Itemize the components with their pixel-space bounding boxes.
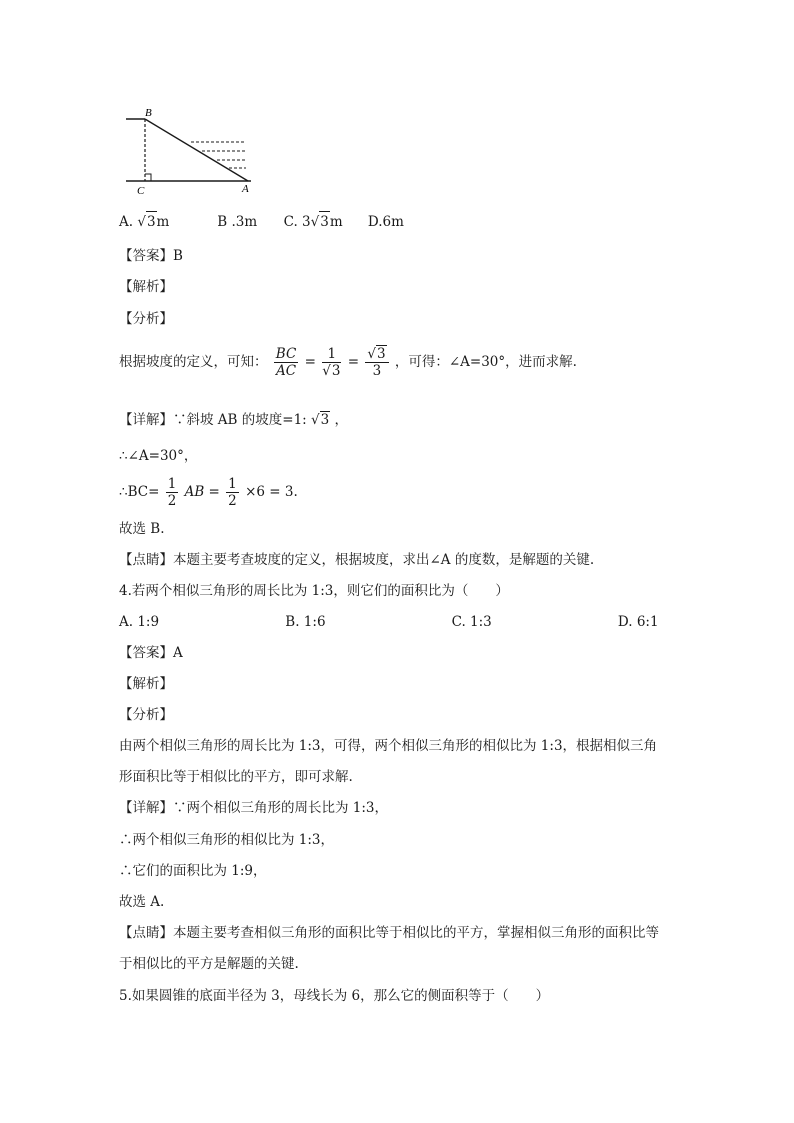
q4-choose: 故选 A. — [119, 894, 165, 910]
q4-detail: 【详解】∵两个相似三角形的周长比为 1:3， — [119, 800, 389, 816]
q3-answer: 【答案】B — [119, 248, 183, 264]
q3-option-b: B .3m — [217, 214, 258, 230]
label-a: A — [242, 183, 249, 195]
q4-analysis-line1: 由两个相似三角形的周长比为 1:3，可得，两个相似三角形的相似比为 1:3，根据相似三角 — [119, 738, 658, 754]
fraction-1-root3: $\frac{1}{√3}$ — [322, 346, 341, 379]
fraction-half-2: $\frac{1}{2}$ — [228, 476, 237, 509]
q4-option-a: A. 1:9 — [119, 614, 160, 630]
q4-option-d: D. 6:1 — [617, 614, 659, 630]
q4-comment-line2: 于相似比的平方是解题的关键. — [119, 956, 299, 972]
q4-options — [119, 612, 659, 632]
q3-step-angle: ∴∠A=30°， — [119, 448, 198, 464]
q4-fenxi-heading: 【分析】 — [119, 707, 173, 723]
q3-analysis: 根据坡度的定义，可知： $\frac{BC}{AC}$ = $\frac{1}{√3}$ = $\frac{√3}{3}$ ，可得：∠A=30°，进而求解. — [119, 346, 577, 379]
q4-step-area: ∴它们的面积比为 1:9， — [119, 863, 267, 879]
q3-choose: 故选 B. — [119, 521, 165, 537]
q4-option-b: B. 1:6 — [285, 614, 326, 630]
q3-option-d: D.6m — [367, 214, 404, 230]
q3-detail: 【详解】∵斜坡 AB 的坡度=1: √3 ， — [119, 412, 348, 428]
slope-ab — [145, 119, 248, 181]
q4-answer: 【答案】A — [119, 645, 183, 661]
q3-step-bc: ∴BC= $\frac{1}{2}$ AB = $\frac{1}{2}$ ×6 = 3. — [119, 476, 298, 509]
fraction-half-1: $\frac{1}{2}$ — [167, 476, 177, 509]
q5-stem: 5.如果圆锥的底面半径为 3，母线长为 6，那么它的侧面积等于（ ） — [119, 988, 550, 1004]
label-c: C — [137, 185, 145, 196]
q3-jiexi-heading: 【解析】 — [119, 279, 173, 295]
q4-analysis-line2: 形面积比等于相似比的平方，即可求解. — [119, 769, 353, 785]
fraction-bc-ac: $\frac{BC}{AC}$ — [275, 346, 297, 379]
q3-fenxi-heading: 【分析】 — [119, 311, 173, 327]
q4-comment-line1: 【点睛】本题主要考查相似三角形的面积比等于相似比的平方，掌握相似三角形的面积比等 — [119, 925, 659, 941]
q3-options — [119, 211, 404, 232]
q3-option-c: C. 3√3m — [284, 211, 364, 232]
q3-comment: 【点睛】本题主要考查坡度的定义，根据坡度，求出∠A 的度数，是解题的关键. — [119, 552, 595, 568]
q3-option-a: A. √3m — [119, 211, 213, 232]
slope-figure — [118, 104, 258, 196]
fraction-root3-3: $\frac{√3}{3}$ — [365, 346, 388, 379]
q4-step-ratio: ∴两个相似三角形的相似比为 1:3， — [119, 832, 335, 848]
q4-option-c: C. 1:3 — [451, 614, 492, 630]
label-b: B — [145, 107, 152, 119]
q4-jiexi-heading: 【解析】 — [119, 676, 173, 692]
q4-stem: 4.若两个相似三角形的周长比为 1:3，则它们的面积比为（ ） — [119, 583, 509, 599]
right-angle-mark — [145, 174, 151, 181]
